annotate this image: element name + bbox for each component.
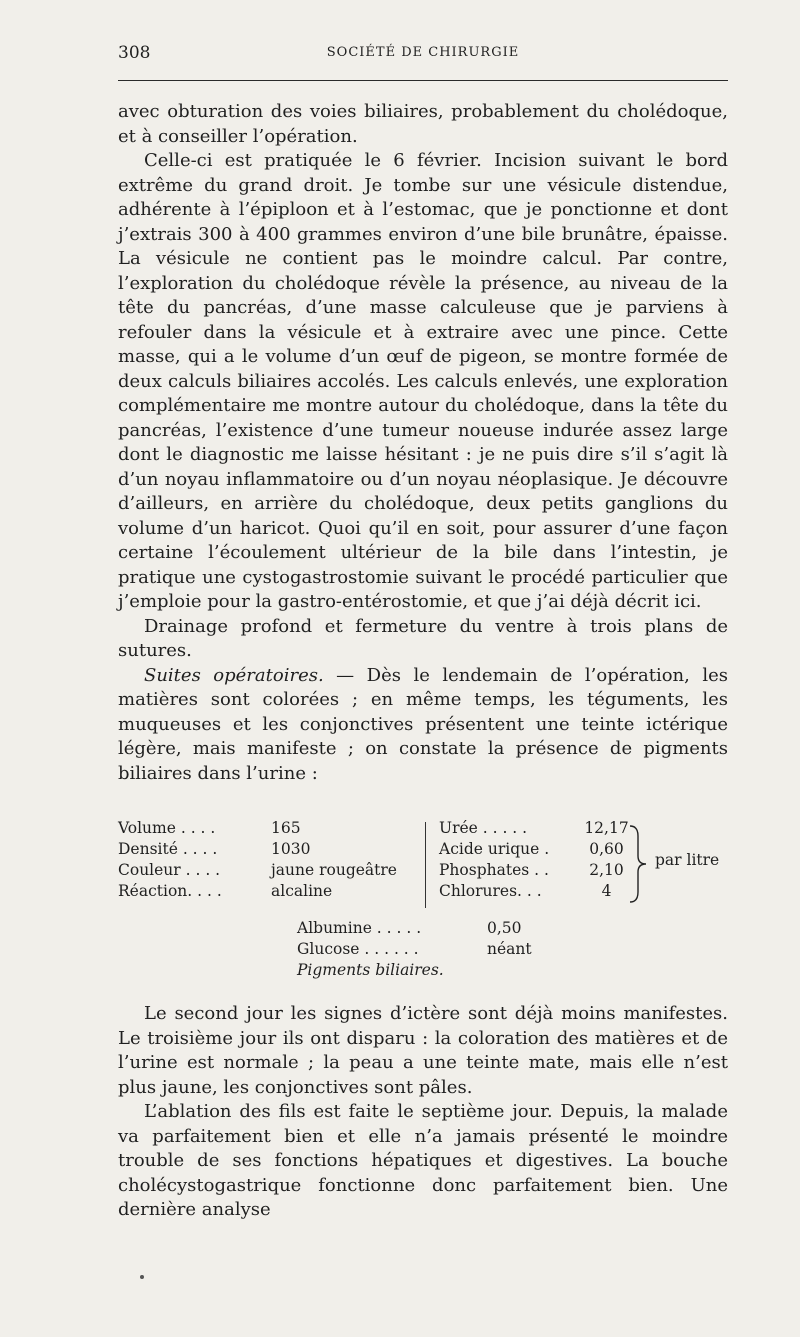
- analysis-label: Volume . . . .: [118, 819, 216, 837]
- urine-analysis: [118, 818, 738, 983]
- analysis-label: Chlorures. . .: [439, 882, 542, 900]
- analysis-value: 4: [601, 882, 612, 900]
- analysis-row: [439, 881, 639, 902]
- analysis-row: [118, 839, 418, 860]
- analysis-label: Réaction. . . .: [118, 882, 222, 900]
- suites-text: — Dès le lendemain de l’opération, les matières sont colorées ; en même temps, les téguments, les muqueuses et les conjonctives présentent une teinte ictérique légère, mais manifeste ; on constate la présence de pigments biliaires dans l’urine :: [118, 664, 728, 784]
- ink-speck: [140, 1275, 144, 1279]
- analysis-row: [439, 839, 639, 860]
- paragraph-3: Drainage profond et fermeture du ventre à trois plans de sutures.: [118, 615, 728, 661]
- analysis-value: jaune rougeâtre: [271, 861, 397, 879]
- analysis-value: 165: [271, 819, 301, 837]
- analysis-left-column: [118, 818, 418, 902]
- page-header: [118, 43, 728, 69]
- analysis-label: Glucose . . . . . .: [297, 940, 419, 958]
- analysis-label: Couleur . . . .: [118, 861, 221, 879]
- page-number: 308: [118, 43, 151, 63]
- analysis-label: Albumine . . . . .: [297, 919, 422, 937]
- analysis-right-column: [439, 818, 639, 902]
- unit-label: par litre: [655, 851, 720, 869]
- analysis-row: [297, 939, 617, 960]
- analysis-row: [439, 818, 639, 839]
- analysis-value: néant: [487, 940, 532, 958]
- analysis-label: Densité . . . .: [118, 840, 218, 858]
- paragraph-6: L’ablation des fils est faite le septième jour. Depuis, la malade va parfaitement bien et elle n’a jamais présenté le moindre trouble de ses fonctions hépatiques et digestives. La bouche cholécystogastrique fonctionne donc parfaitement bien. Une dernière analyse: [118, 1101, 728, 1220]
- suites-label: Suites opératoires.: [144, 664, 324, 686]
- analysis-value: 0,50: [487, 919, 522, 937]
- analysis-value: 12,17: [584, 819, 629, 837]
- analysis-value: 2,10: [589, 861, 624, 879]
- pigments-note: Pigments biliaires.: [297, 961, 444, 979]
- brace-icon: [628, 824, 648, 904]
- body-text: [118, 100, 728, 786]
- paragraph-5: Le second jour les signes d’ictère sont déjà moins manifestes. Le troisième jour ils ont disparu : la coloration des matières et de l’urine est normale ; la peau a une teinte mate, mais elle n’est plus jaune, les conjonctives sont pâles.: [118, 1003, 728, 1098]
- paragraph-2: Celle-ci est pratiquée le 6 février. Incision suivant le bord extrême du grand droit. Je tombe sur une vésicule distendue, adhérente à l’épiploon et à l’estomac, que je ponctionne et dont j’extrais 300 à 400 grammes environ d’une bile brunâtre, épaisse. La vésicule ne contient pas le moindre calcul. Par contre, l’exploration du cholédoque révèle la présence, au niveau de la tête du pancréas, d’une masse calculeuse que je parviens à refouler dans la vésicule et à extraire avec une pince. Cette masse, qui a le volume d’un œuf de pigeon, se montre formée de deux calculs biliaires accolés. Les calculs enlevés, une exploration complémentaire me montre autour du cholédoque, dans la tête du pancréas, l’existence d’une tumeur noueuse indurée assez large dont le diagnostic me laisse hésitant : je ne puis dire s’il s’agit là d’un noyau inflammatoire ou d’un noyau néoplasique. Je découvre d’ailleurs, en arrière du cholédoque, deux petits ganglions du volume d’un haricot. Quoi qu’il en soit, pour assurer d’une façon certaine l’écoulement ultérieur de la bile dans l’intestin, je pratique une cystogastrostomie suivant le procédé particulier que j’emploie pour la gastro-entérostomie, et que j’ai déjà décrit ici.: [118, 150, 728, 612]
- analysis-row: [118, 818, 418, 839]
- running-title: SOCIÉTÉ DE CHIRURGIE: [326, 45, 520, 60]
- footer-text: [118, 1002, 728, 1223]
- analysis-row: [118, 881, 418, 902]
- analysis-label: Phosphates . .: [439, 861, 549, 879]
- analysis-value: 1030: [271, 840, 311, 858]
- analysis-label: Urée . . . . .: [439, 819, 528, 837]
- analysis-row: [297, 960, 617, 981]
- paragraph-4: [118, 664, 728, 787]
- analysis-label: Acide urique .: [439, 840, 550, 858]
- analysis-row: [439, 860, 639, 881]
- header-rule: [118, 80, 728, 81]
- paragraph-1: avec obturation des voies biliaires, probablement du cholédoque, et à conseiller l’opération.: [118, 101, 728, 147]
- column-divider: [425, 822, 426, 908]
- analysis-row: [297, 918, 617, 939]
- analysis-value: 0,60: [589, 840, 624, 858]
- analysis-value: alcaline: [271, 882, 333, 900]
- analysis-row: [118, 860, 418, 881]
- analysis-center-block: [297, 918, 617, 981]
